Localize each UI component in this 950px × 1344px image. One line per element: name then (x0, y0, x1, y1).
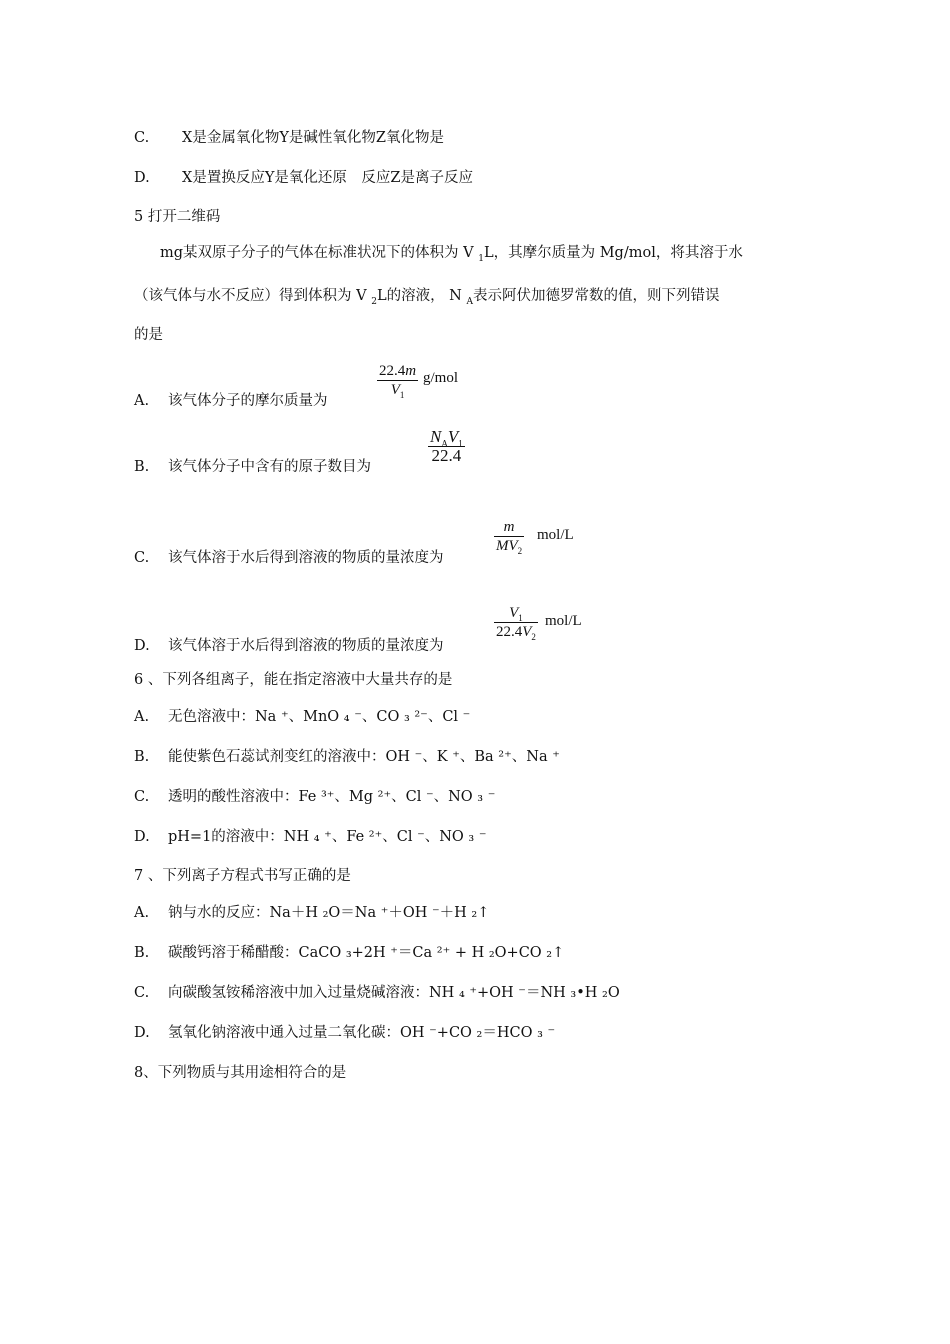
question-stem: 8、下列物质与其用途相符合的是 (134, 1065, 347, 1081)
option-text: 能使紫色石蕊试剂变红的溶液中：OH ⁻、K ⁺、Ba ²⁺、Na ⁺ (168, 749, 560, 765)
denominator: $22.4V_2$ (496, 624, 536, 642)
option-text: 碳酸钙溶于稀醋酸：CaCO ₃+2H ⁺＝Ca ²⁺ + H ₂O+CO ₂↑ (168, 945, 565, 961)
numerator: m (503, 519, 515, 535)
stem-part: L的溶液， N (376, 288, 467, 304)
q5-c-fraction (494, 518, 524, 555)
option-label: A. (134, 905, 150, 921)
option-text: 向碳酸氢铵稀溶液中加入过量烧碱溶液：NH ₄ ⁺+OH ⁻＝NH ₃•H ₂O (168, 985, 620, 1001)
stem-part: （该气体与水不反应）得到体积为 V (134, 288, 372, 304)
option-label: C. (134, 985, 150, 1001)
option-text: X是金属氧化物Y是碱性氧化物Z氧化物是 (182, 130, 444, 146)
option-text: 该气体溶于水后得到溶液的物质的量浓度为 (168, 638, 444, 654)
option-label: D. (134, 170, 150, 186)
option-text: 钠与水的反应：Na＋H ₂O＝Na ⁺＋OH ⁻＋H ₂↑ (168, 905, 490, 921)
option-label: C. (134, 789, 150, 805)
subscript: 1 (478, 253, 484, 264)
numerator: $N_AV_1$ (430, 427, 463, 449)
subscript: A (466, 296, 473, 307)
option-label: B. (134, 945, 150, 961)
denominator: 22.4 (431, 446, 462, 465)
question-number: 5 打开二维码 (134, 209, 221, 225)
option-text: X是置换反应Y是氧化还原 反应Z是离子反应 (182, 170, 473, 186)
option-text: 该气体溶于水后得到溶液的物质的量浓度为 (168, 550, 444, 566)
unit: mol/L (545, 613, 582, 629)
unit: g/mol (423, 370, 459, 386)
option-label: D. (134, 829, 150, 845)
stem-text (160, 243, 743, 263)
option-text: 该气体分子中含有的原子数目为 (168, 459, 371, 475)
denominator: $MV_2$ (496, 538, 523, 556)
denominator: $V_1$ (390, 382, 405, 400)
option-text: 氢氧化钠溶液中通入过量二氧化碳：OH ⁻+CO ₂＝HCO ₃ ⁻ (168, 1025, 556, 1041)
q5-d-fraction (494, 604, 538, 641)
option-label: C. (134, 130, 150, 146)
option-text: 透明的酸性溶液中：Fe ³⁺、Mg ²⁺、Cl ⁻、NO ₃ ⁻ (168, 789, 496, 805)
subscript: 2 (371, 296, 377, 307)
option-label: D. (134, 638, 150, 654)
question-stem: 7 、下列离子方程式书写正确的是 (134, 868, 351, 884)
option-text: 该气体分子的摩尔质量为 (168, 393, 328, 409)
option-label: D. (134, 1025, 150, 1041)
option-label: B. (134, 459, 150, 475)
option-label: C. (134, 550, 150, 566)
option-label: A. (134, 709, 150, 725)
stem-part: L，其摩尔质量为 Mg/mol，将其溶于水 (483, 245, 743, 261)
q5-b-fraction (428, 428, 465, 465)
option-label: B. (134, 749, 150, 765)
option-text: pH=1的溶液中：NH ₄ ⁺、Fe ²⁺、Cl ⁻、NO ₃ ⁻ (168, 829, 487, 845)
option-label: A. (134, 393, 150, 409)
stem-part: mg某双原子分子的气体在标准状况下的体积为 V (160, 245, 479, 261)
question-stem: 6 、下列各组离子，能在指定溶液中大量共存的是 (134, 672, 453, 688)
stem-text: 的是 (134, 327, 163, 343)
numerator: $V_1$ (509, 605, 523, 623)
q5-a-fraction (377, 362, 418, 399)
stem-part: 表示阿伏加德罗常数的值，则下列错误 (472, 288, 720, 304)
unit: mol/L (537, 527, 574, 543)
numerator: 22.4m (379, 363, 417, 379)
stem-text (134, 286, 719, 306)
option-text: 无色溶液中：Na ⁺、MnO ₄ ⁻、CO ₃ ²⁻、Cl ⁻ (168, 709, 471, 725)
